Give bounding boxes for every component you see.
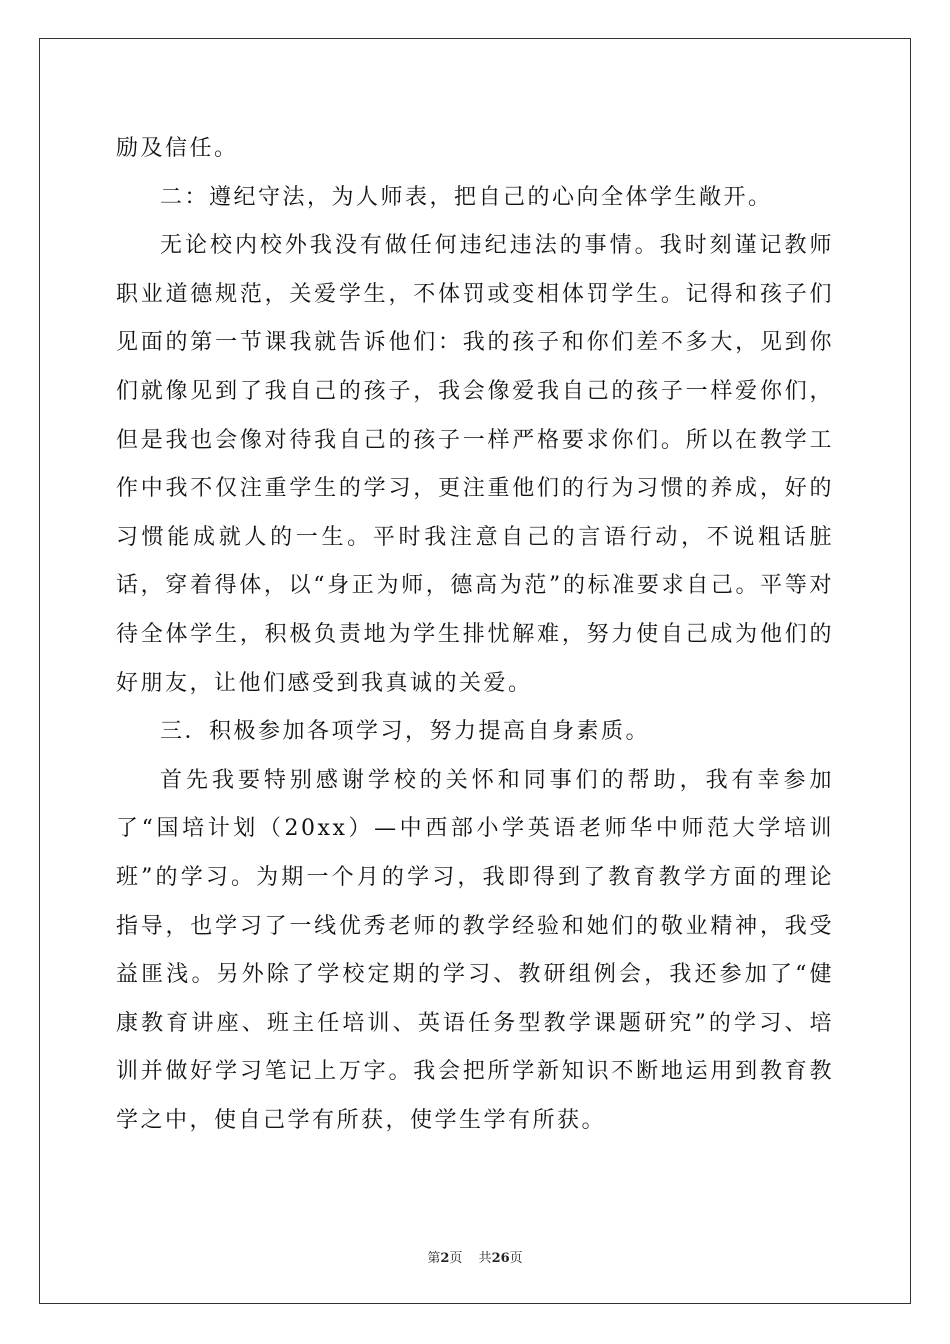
paragraph-3: 无论校内校外我没有做任何违纪违法的事情。我时刻谨记教师职业道德规范，关爱学生，不体罚或变相体罚学生。记得和孩子们见面的第一节课我就告诉他们：我的孩子和你们差不多大，见到你们就像见到了我自己的孩子，我会像爱我自己的孩子一样爱你们，但是我也会像对待我自己的孩子一样严格要求你们。所以在教学工作中我不仅注重学生的学习，更注重他们的行为习惯的养成，好的习惯能成就人的一生。平时我注意自己的言语行动，不说粗话脏话，穿着得体，以“身正为师，德高为范”的标准要求自己。平等对待全体学生，积极负责地为学生排忧解难，努力使自己成为他们的好朋友，让他们感受到我真诚的关爱。 bbox=[116, 233, 834, 696]
paragraph-5: 首先我要特别感谢学校的关怀和同事们的帮助，我有幸参加了“国培计划（20xx）—中西部小学英语老师华中师范大学培训班”的学习。为期一个月的学习，我即得到了教育教学方面的理论指导，也学习了一线优秀老师的教学经验和她们的敬业精神，我受益匪浅。另外除了学校定期的学习、教研组例会，我还参加了“健康教育讲座、班主任培训、英语任务型教学课题研究”的学习、培训并做好学习笔记上万字。我会把所学新知识不断地运用到教育教学之中，使自己学有所获，使学生学有所获。 bbox=[116, 767, 834, 1133]
total-pages: 26 bbox=[491, 1251, 510, 1266]
page-number: 2 bbox=[440, 1251, 450, 1266]
heading-2-discipline: 二：遵纪守法，为人师表，把自己的心向全体学生敞开。 bbox=[160, 184, 773, 210]
total-pages-indicator: 共26页 bbox=[478, 1251, 523, 1266]
page-indicator: 第2页 bbox=[427, 1251, 463, 1266]
paragraph-1: 励及信任。 bbox=[116, 136, 239, 161]
heading-3-study: 三．积极参加各项学习，努力提高自身素质。 bbox=[160, 719, 651, 745]
document-body bbox=[116, 125, 834, 1145]
page-footer bbox=[0, 1247, 950, 1266]
